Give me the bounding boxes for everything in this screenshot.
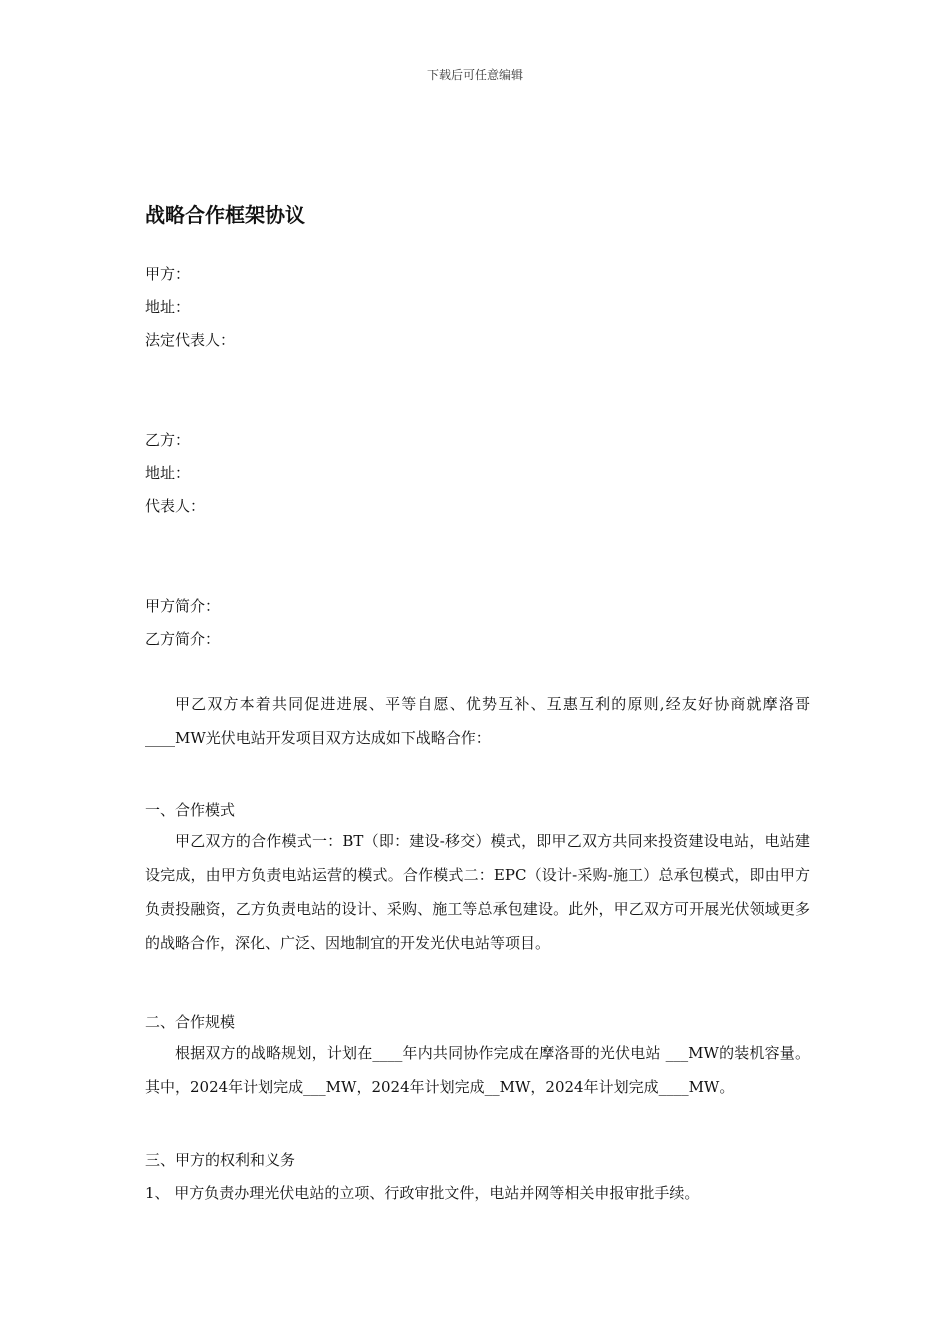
section-2-heading: 二、合作规模 xyxy=(145,1013,236,1031)
section-3-item-1: 1、 甲方负责办理光伏电站的立项、行政审批文件，电站并网等相关申报审批手续。 xyxy=(145,1184,700,1202)
party-b-intro: 乙方简介： xyxy=(145,630,221,648)
party-b-address: 地址： xyxy=(145,464,191,482)
section-3-heading: 三、甲方的权利和义务 xyxy=(145,1151,296,1169)
section-1-body: 甲乙双方的合作模式一：BT（即：建设-移交）模式，即甲乙双方共同来投资建设电站，电站建设完成，由甲方负责电站运营的模式。合作模式二：EPC（设计-采购-施工）总承包模式，即由甲方负责投融资，乙方负责电站的设计、采购、施工等总承包建设。此外，甲乙双方可开展光伏领域更多的战略合作，深化、广泛、因地制宜的开发光伏电站等项目。 xyxy=(145,832,810,952)
party-a-intro: 甲方简介： xyxy=(145,597,221,615)
party-a-name: 甲方： xyxy=(145,265,191,283)
party-a-address: 地址： xyxy=(145,298,191,316)
party-b-name: 乙方： xyxy=(145,431,191,449)
header-note: 下载后可任意编辑 xyxy=(426,68,523,82)
party-b-representative: 代表人： xyxy=(145,497,206,515)
section-1-heading: 一、合作模式 xyxy=(145,801,236,819)
section-2-body: 根据双方的战略规划，计划在____年内共同协作完成在摩洛哥的光伏电站 ___MW的装机容量。其中，2024年计划完成___MW，2024年计划完成__MW，2024年计划完成____MW。 xyxy=(145,1044,810,1096)
preamble-paragraph: 甲乙双方本着共同促进进展、平等自愿、优势互补、互惠互利的原则,经友好协商就摩洛哥____MW光伏电站开发项目双方达成如下战略合作： xyxy=(145,695,810,747)
party-a-representative: 法定代表人： xyxy=(145,331,236,349)
document-title: 战略合作框架协议 xyxy=(145,203,305,227)
